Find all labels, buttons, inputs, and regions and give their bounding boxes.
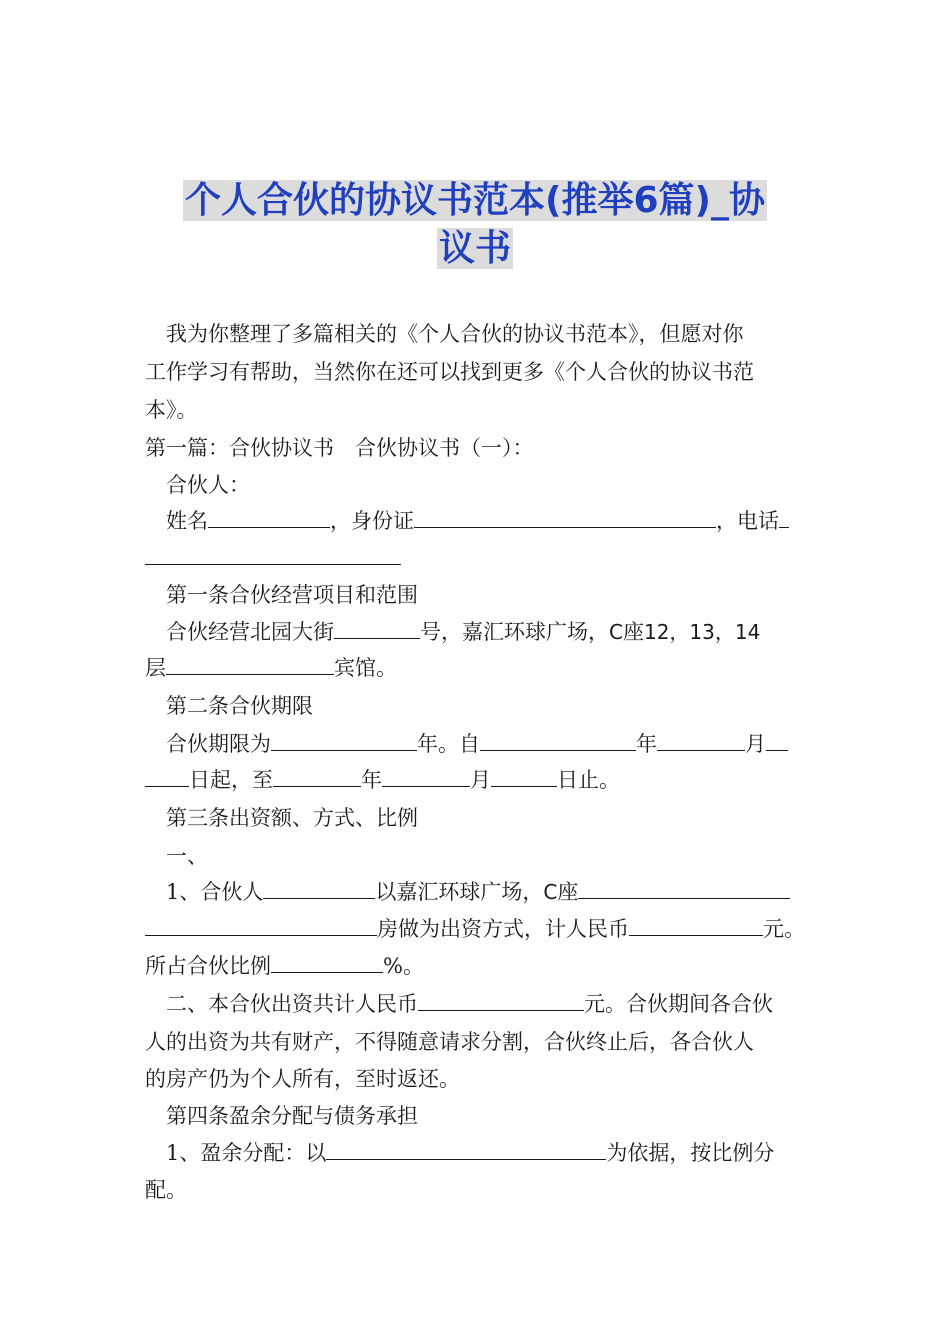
intro-paragraph-line3: 本》。 (145, 398, 198, 422)
article3-item-two-line2: 人的出资为共有财产，不得随意请求分割，合伙终止后，各合伙人 (145, 1030, 754, 1054)
amount-blank[interactable] (629, 913, 763, 936)
partner-name-blank[interactable] (263, 876, 375, 899)
article3-sub1-line3: 所占合伙比例 %。 (145, 948, 815, 984)
term-years-blank[interactable] (271, 728, 417, 751)
article4-sub1-line2: 配。 (145, 1178, 187, 1202)
document-title-line2: 议书 (438, 228, 511, 269)
article1-heading: 第一条合伙经营项目和范围 (166, 583, 418, 607)
article3-sub1-line1: 1、合伙人 以嘉汇环球广场，C座 (145, 874, 815, 910)
article3-sub1-line2: 房做为出资方式，计人民币 元。 (145, 911, 815, 947)
article4-sub1-line1: 1、盈余分配：以 为依据，按比例分 (145, 1135, 815, 1171)
total-capital-blank[interactable] (418, 988, 584, 1011)
start-day-blank[interactable] (145, 764, 189, 787)
article4-heading: 第四条盈余分配与债务承担 (166, 1104, 418, 1128)
profit-basis-blank[interactable] (326, 1137, 606, 1160)
article1-line1: 合伙经营北园大街 号，嘉汇环球广场，C座12，13，14 (145, 614, 815, 650)
share-ratio-blank[interactable] (271, 950, 383, 973)
phone-blank[interactable] (145, 542, 401, 565)
room-blank[interactable] (145, 913, 377, 936)
street-number-blank[interactable] (334, 616, 420, 639)
article3-item-one: 一、 (166, 844, 208, 868)
end-year-blank[interactable] (273, 764, 361, 787)
article3-item-two-line1: 二、本合伙出资共计人民币 元。合伙期间各合伙 (145, 986, 815, 1022)
article2-heading: 第二条合伙期限 (166, 694, 313, 718)
start-day-blank-start[interactable] (766, 728, 788, 751)
article3-heading: 第三条出资额、方式、比例 (166, 806, 418, 830)
article2-line1: 合伙期限为 年。自 年 月 (145, 726, 815, 762)
phone-blank-line (145, 540, 815, 576)
hotel-name-blank[interactable] (166, 652, 334, 675)
end-month-blank[interactable] (382, 764, 470, 787)
article2-line2: 日起，至 年 月 日止。 (145, 762, 815, 798)
article3-item-two-line3: 的房产仍为个人所有，至时返还。 (145, 1067, 460, 1091)
intro-paragraph-line1: 我为你整理了多篇相关的《个人合伙的协议书范本》，但愿对你 (166, 322, 744, 346)
partner-label: 合伙人： (166, 473, 250, 497)
article1-line2: 层 宾馆。 (145, 650, 815, 686)
start-year-blank[interactable] (480, 728, 636, 751)
start-month-blank[interactable] (657, 728, 745, 751)
document-title-line1: 个人合伙的协议书范本(推举6篇)_协 (185, 180, 765, 221)
end-day-blank[interactable] (491, 764, 557, 787)
section1-heading: 第一篇：合伙协议书 合伙协议书（一）： (145, 436, 534, 460)
id-card-blank[interactable] (414, 505, 716, 528)
room-blank-start[interactable] (578, 876, 790, 899)
intro-paragraph-line2: 工作学习有帮助，当然你在还可以找到更多《个人合伙的协议书范 (145, 360, 754, 384)
phone-blank-start[interactable] (779, 505, 789, 528)
name-blank[interactable] (208, 505, 330, 528)
partner-info-line: 姓名 ，身份证 ，电话 (145, 503, 815, 539)
